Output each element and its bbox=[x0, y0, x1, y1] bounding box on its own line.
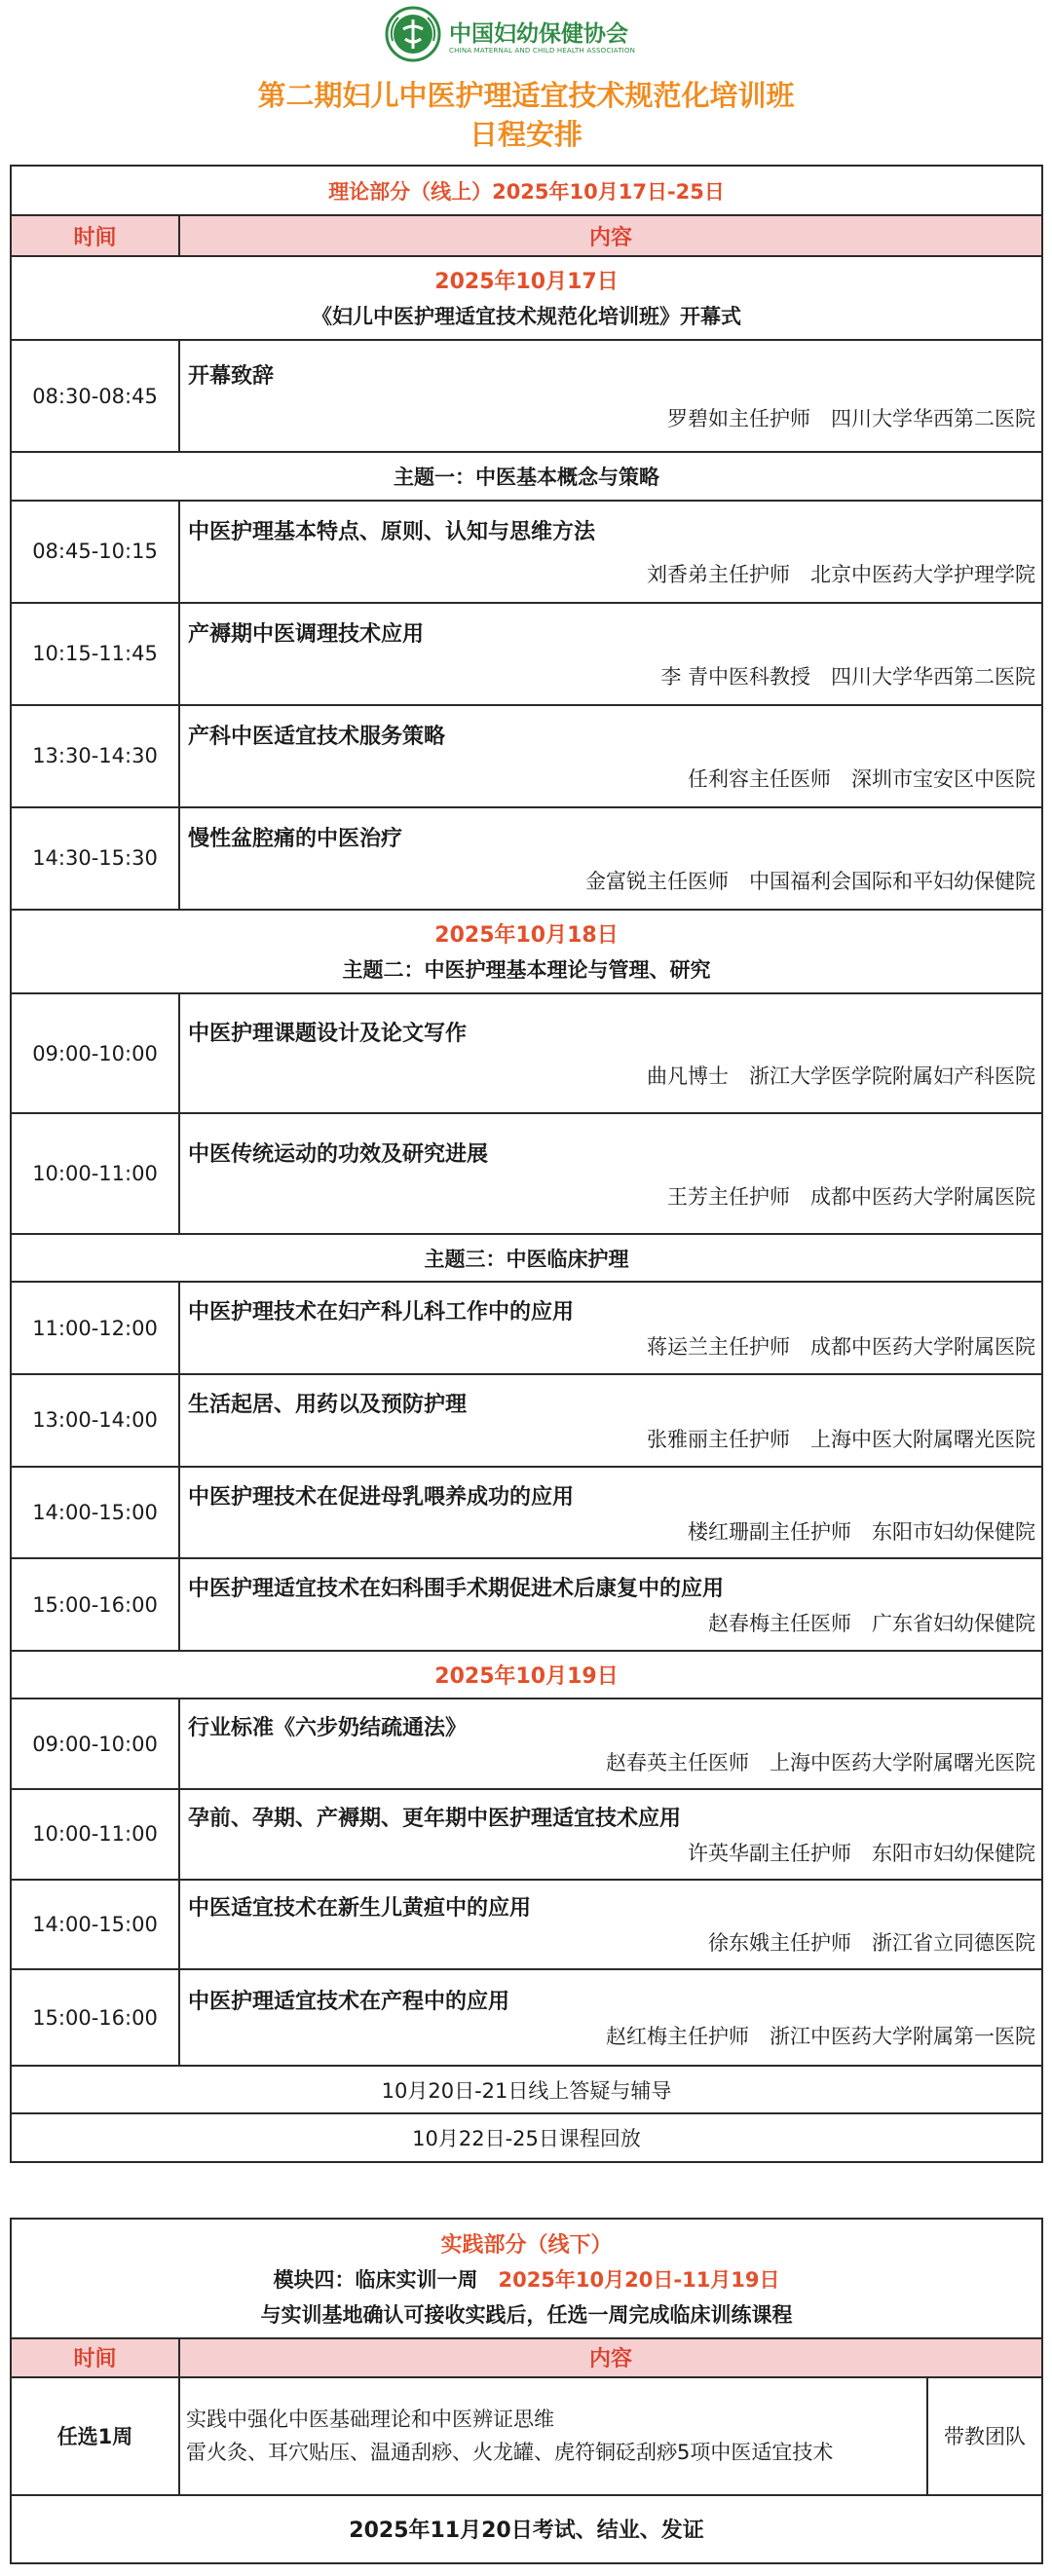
col-header-content: 内容 bbox=[179, 215, 1042, 255]
session-time: 13:00-14:00 bbox=[11, 1374, 179, 1467]
session-time: 09:00-10:00 bbox=[11, 1699, 179, 1789]
practice-time: 任选1周 bbox=[11, 2377, 179, 2495]
session-time: 09:00-10:00 bbox=[11, 993, 179, 1113]
org-logo bbox=[385, 6, 677, 62]
session-content bbox=[179, 807, 1042, 910]
module-line bbox=[12, 2264, 1041, 2294]
table-row bbox=[11, 705, 1042, 807]
table-row bbox=[11, 603, 1042, 705]
session-topic: 中医护理基本特点、原则、认知与思维方法 bbox=[188, 519, 596, 544]
session-speaker: 蒋运兰主任护师 成都中医药大学附属医院 bbox=[647, 1335, 1035, 1360]
practice-line2: 雷火灸、耳穴贴压、温通刮痧、火龙罐、虎符铜砭刮痧5项中医适宜技术 bbox=[186, 2441, 834, 2465]
session-content bbox=[179, 603, 1042, 705]
session-content bbox=[179, 1789, 1042, 1880]
day2-heading bbox=[11, 910, 1042, 993]
session-speaker: 刘香弟主任护师 北京中医药大学护理学院 bbox=[647, 562, 1035, 586]
session-time: 13:30-14:30 bbox=[11, 705, 179, 807]
session-content bbox=[179, 1969, 1042, 2066]
session-topic: 中医传统运动的功效及研究进展 bbox=[188, 1141, 489, 1167]
practice-heading bbox=[11, 2219, 1042, 2338]
session-topic: 孕前、孕期、产褥期、更年期中医护理适宜技术应用 bbox=[188, 1806, 682, 1831]
org-name: 中国妇幼保健协会 bbox=[449, 21, 628, 47]
table-row bbox=[11, 807, 1042, 910]
theme2-heading: 主题二：中医护理基本理论与管理、研究 bbox=[342, 958, 711, 983]
session-topic: 中医护理技术在促进母乳喂养成功的应用 bbox=[188, 1484, 575, 1510]
session-speaker: 任利容主任医师 深圳市宝安区中医院 bbox=[688, 766, 1035, 791]
session-speaker: 金富锐主任医师 中国福利会国际和平妇幼保健院 bbox=[585, 869, 1035, 893]
session-time: 15:00-16:00 bbox=[11, 1969, 179, 2066]
session-time: 10:15-11:45 bbox=[11, 603, 179, 705]
session-speaker: 楼红珊副主任护师 东阳市妇幼保健院 bbox=[688, 1519, 1035, 1544]
session-speaker: 罗碧如主任护师 四川大学华西第二医院 bbox=[667, 407, 1035, 431]
session-content bbox=[179, 1113, 1042, 1233]
theory-section-title: 理论部分（线上）2025年10月17日-25日 bbox=[11, 166, 1042, 215]
table-row bbox=[11, 1374, 1042, 1467]
session-topic: 中医护理适宜技术在妇科围手术期促进术后康复中的应用 bbox=[188, 1577, 725, 1602]
session-content bbox=[179, 993, 1042, 1113]
session-content bbox=[179, 340, 1042, 452]
replay-notice: 10月22日-25日课程回放 bbox=[11, 2113, 1042, 2162]
session-time: 15:00-16:00 bbox=[11, 1558, 179, 1651]
table-row bbox=[11, 1789, 1042, 1880]
session-topic: 行业标准《六步奶结疏通法》 bbox=[188, 1716, 468, 1741]
session-speaker: 赵春梅主任医师 广东省妇幼保健院 bbox=[708, 1612, 1035, 1636]
table-row bbox=[11, 1467, 1042, 1559]
session-time: 08:30-08:45 bbox=[11, 340, 179, 452]
col-header-time: 时间 bbox=[11, 215, 179, 255]
col-header-content: 内容 bbox=[179, 2338, 1042, 2377]
session-speaker: 曲凡博士 浙江大学医学院附属妇产科医院 bbox=[647, 1064, 1035, 1089]
table-row bbox=[11, 2377, 1042, 2495]
practice-line1: 实践中强化中医基础理论和中医辨证思维 bbox=[186, 2408, 554, 2432]
org-emblem-icon bbox=[385, 6, 441, 62]
session-time: 10:00-11:00 bbox=[11, 1789, 179, 1880]
final-notice: 2025年11月20日考试、结业、发证 bbox=[11, 2495, 1042, 2563]
table-row bbox=[11, 993, 1042, 1113]
table-row bbox=[11, 340, 1042, 452]
theme3-heading: 主题三：中医临床护理 bbox=[11, 1234, 1042, 1282]
page-subtitle: 日程安排 bbox=[469, 118, 582, 151]
qa-notice: 10月20日-21日线上答疑与辅导 bbox=[11, 2066, 1042, 2113]
session-speaker: 许英华副主任护师 东阳市妇幼保健院 bbox=[688, 1841, 1035, 1865]
session-speaker: 张雅丽主任护师 上海中医大附属曙光医院 bbox=[647, 1427, 1035, 1451]
session-speaker: 王芳主任护师 成都中医药大学附属医院 bbox=[667, 1184, 1035, 1209]
org-name-en: CHINA MATERNAL AND CHILD HEALTH ASSOCIATION bbox=[449, 47, 636, 55]
session-speaker: 徐东娥主任护师 浙江省立同德医院 bbox=[708, 1931, 1035, 1956]
table-row bbox=[11, 1880, 1042, 1970]
session-content bbox=[179, 1880, 1042, 1970]
session-topic: 慢性盆腔痛的中医治疗 bbox=[188, 826, 403, 851]
day3-date: 2025年10月19日 bbox=[434, 1664, 619, 1690]
session-time: 08:45-10:15 bbox=[11, 501, 179, 603]
day1-heading bbox=[11, 256, 1042, 340]
session-topic: 生活起居、用药以及预防护理 bbox=[188, 1392, 468, 1417]
session-topic: 产科中医适宜技术服务策略 bbox=[188, 724, 446, 749]
table-row bbox=[11, 1699, 1042, 1789]
session-content bbox=[179, 501, 1042, 603]
col-header-time: 时间 bbox=[11, 2338, 179, 2377]
day1-date: 2025年10月17日 bbox=[434, 270, 619, 295]
session-speaker: 李 青中医科教授 四川大学华西第二医院 bbox=[660, 664, 1035, 689]
module-dates: 2025年10月20日-11月19日 bbox=[498, 2267, 780, 2292]
practice-content bbox=[179, 2377, 927, 2495]
session-content bbox=[179, 1467, 1042, 1559]
module-title: 模块四：临床实训一周 bbox=[273, 2267, 478, 2292]
session-content bbox=[179, 1699, 1042, 1789]
table-row bbox=[11, 501, 1042, 603]
table-row bbox=[11, 1282, 1042, 1374]
session-time: 10:00-11:00 bbox=[11, 1113, 179, 1233]
theory-schedule-table bbox=[10, 165, 1043, 2163]
session-content bbox=[179, 1374, 1042, 1467]
practice-section-title: 实践部分（线下） bbox=[440, 2232, 613, 2258]
session-topic: 中医护理课题设计及论文写作 bbox=[188, 1022, 468, 1047]
session-speaker: 赵红梅主任护师 浙江中医药大学附属第一医院 bbox=[606, 2025, 1035, 2049]
table-row bbox=[11, 1969, 1042, 2066]
opening-ceremony: 《妇儿中医护理适宜技术规范化培训班》开幕式 bbox=[312, 305, 741, 329]
table-row bbox=[11, 1558, 1042, 1651]
session-content bbox=[179, 1558, 1042, 1651]
session-speaker: 赵春英主任医师 上海中医药大学附属曙光医院 bbox=[606, 1751, 1035, 1775]
session-time: 11:00-12:00 bbox=[11, 1282, 179, 1374]
session-time: 14:30-15:30 bbox=[11, 807, 179, 910]
session-time: 14:00-15:00 bbox=[11, 1880, 179, 1970]
practice-note: 与实训基地确认可接收实践后，任选一周完成临床训练课程 bbox=[260, 2302, 793, 2327]
session-topic: 开幕致辞 bbox=[188, 364, 275, 390]
session-content bbox=[179, 705, 1042, 807]
theme1-heading: 主题一：中医基本概念与策略 bbox=[11, 452, 1042, 500]
session-topic: 中医适宜技术在新生儿黄疸中的应用 bbox=[188, 1896, 532, 1922]
session-topic: 中医护理技术在妇产科儿科工作中的应用 bbox=[188, 1300, 575, 1325]
session-topic: 产褥期中医调理技术应用 bbox=[188, 621, 425, 647]
session-topic: 中医护理适宜技术在产程中的应用 bbox=[188, 1990, 510, 2015]
session-content bbox=[179, 1282, 1042, 1374]
day2-date: 2025年10月18日 bbox=[434, 923, 619, 949]
practice-schedule-table bbox=[10, 2218, 1043, 2564]
page-title: 第二期妇儿中医护理适宜技术规范化培训班 bbox=[257, 79, 795, 112]
day3-heading bbox=[11, 1651, 1042, 1699]
practice-teacher: 带教团队 bbox=[927, 2377, 1042, 2495]
session-time: 14:00-15:00 bbox=[11, 1467, 179, 1559]
table-row bbox=[11, 1113, 1042, 1233]
